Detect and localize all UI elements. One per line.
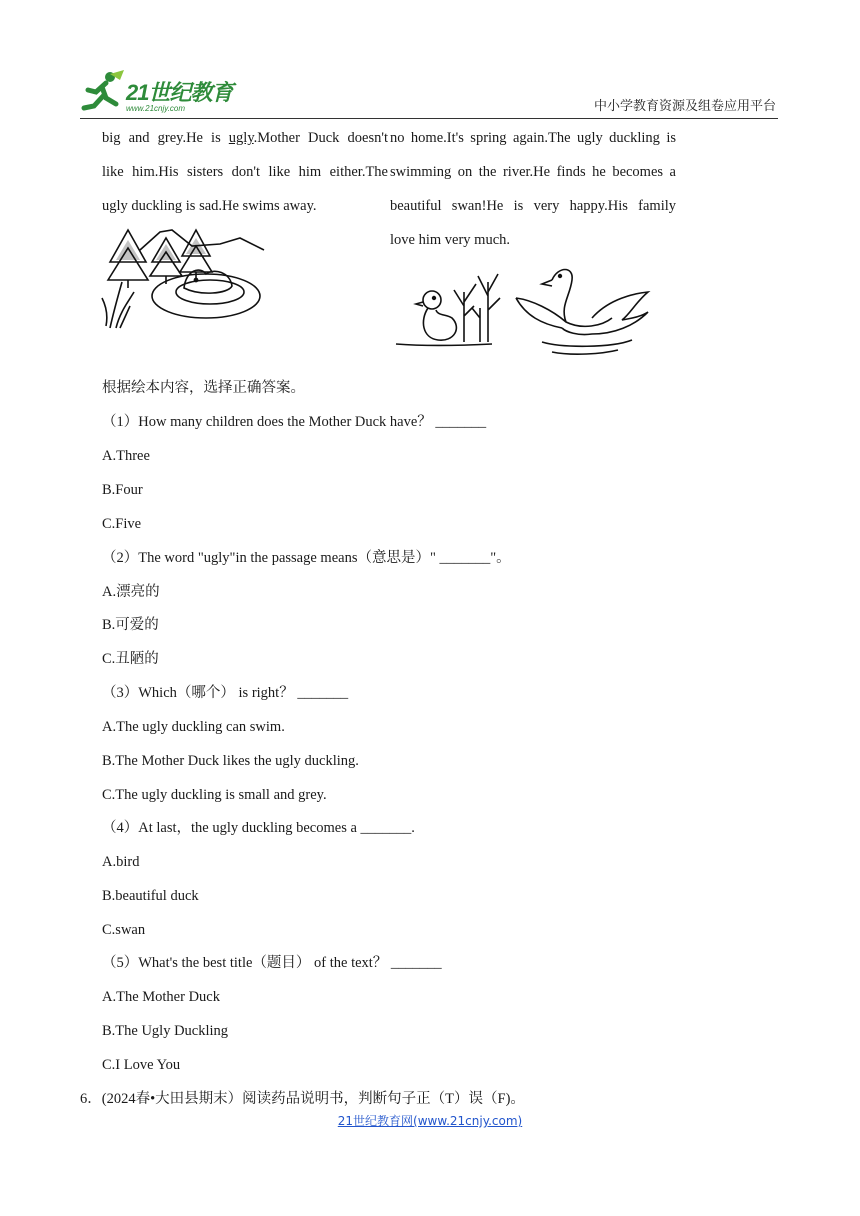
q4-option-c[interactable]: C.swan [102,922,146,938]
q5-option-b[interactable]: B.The Ugly Duckling [102,1023,229,1039]
duckling-and-swan-illustration [392,262,652,358]
sad-duckling-illustration [100,222,266,334]
q3-option-b[interactable]: B.The Mother Duck likes the ugly duckling. [102,753,359,769]
q4-option-a[interactable]: A.bird [102,854,140,870]
q3-option-c[interactable]: C.The ugly duckling is small and grey. [102,787,327,803]
q5-option-c[interactable]: C.I Love You [102,1057,181,1073]
site-logo [80,68,260,116]
ugly-word: ugly [228,130,254,146]
q2-option-c[interactable]: C.丑陋的 [102,651,159,667]
question-3: （3）Which（哪个） is right？ _______ [102,685,349,701]
q3-option-a[interactable]: A.The ugly duckling can swim. [102,719,285,735]
passage-right-line-2: swimming on the river.He finds he becomes a [390,164,676,180]
q1-option-c[interactable]: C.Five [102,516,142,532]
passage-right-line-4: love him very much. [390,232,511,248]
runner-logo-icon [80,68,126,114]
q1-option-a[interactable]: A.Three [102,448,150,464]
logo-text: 21世纪教育 [126,80,233,105]
passage-left-line-3: ugly duckling is sad.He swims away. [102,198,317,214]
passage-right-line-3: beautiful swan!He is very happy.His family [390,198,676,214]
passage-left-line-1: big and grey.He is ugly.Mother Duck doesn't [102,130,388,146]
platform-title: 中小学教育资源及组卷应用平台 [593,99,776,114]
next-question-heading: 6．(2024春•大田县期末）阅读药品说明书，判断句子正（T）误（F)。 [80,1091,525,1107]
q1-option-b[interactable]: B.Four [102,482,143,498]
q4-option-b[interactable]: B.beautiful duck [102,888,199,904]
page-header [80,66,778,119]
question-2: （2）The word "ugly"in the passage means（意思是）" _______"。 [102,550,511,566]
question-4: （4）At last，the ugly duckling becomes a _______. [102,820,415,836]
instruction-text: 根据绘本内容，选择正确答案。 [102,380,305,396]
logo-url: www.21cnjy.com [126,104,185,113]
q2-option-a[interactable]: A.漂亮的 [102,584,160,600]
footer-link[interactable]: 21世纪教育网(www.21cnjy.com) [337,1114,523,1128]
question-5: （5）What's the best title（题目） of the text？ _______ [102,955,442,971]
q5-option-a[interactable]: A.The Mother Duck [102,989,220,1005]
q2-option-b[interactable]: B.可爱的 [102,617,159,633]
passage-left-line-2: like him.His sisters don't like him either.The [102,164,388,180]
passage-right-line-1: no home.It's spring again.The ugly duckling is [390,130,676,146]
question-1: （1）How many children does the Mother Duck have？ _______ [102,414,487,430]
